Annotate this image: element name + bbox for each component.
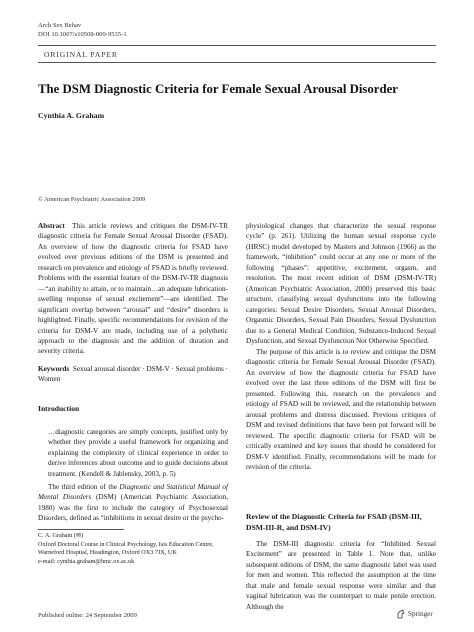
right-column-paragraph-2: The purpose of this article is to review and critique the DSM diagnostic criteria for Female Sexual Arousal Disorder (FSAD). An overview of how the diagnostic criteria for FSAD have evolved over the last three editions of the DSM will first be presented. Following this, research on the prevalence and etiology of FSAD will be reviewed, and the relationship between arousal problems and distress discussed. Previous critiques of DSM and revised definitions that have been put forward will be reviewed. The specific diagnostic criteria for FSAD will be critically examined and key issues that should be considered for DSM-V identified. Finally, recommendations will be made for revision of the criteria. (246, 348, 436, 471)
section-heading-review: Review of the Diagnostic Criteria for FSAD (DSM-III, DSM-III-R, and DSM-IV) (246, 512, 422, 532)
abstract-label: Abstract (38, 222, 65, 230)
paper-type-label: ORIGINAL PAPER (44, 50, 118, 59)
abstract-text: This article reviews and critiques the DSM-IV-TR diagnostic criteria for Female Sexual Arousal Disorder (FSAD). An overview of how the diagnostic criteria for FSAD have evolved over previous editions of the DSM is presented and research on prevalence and etiology of FSAD is briefly reviewed. Problems with the essential feature of the DSM-IV-TR diagnosis—“an inability to attain, or to maintain…an adequate lubrication-swelling response of sexual excitement”—are identified. The significant overlap between “arousal” and “desire” disorders is highlighted. Finally, specific recommendations for revision of the criteria for DSM-V are made, including use of a polythetic approach to the diagnosis and the addition of duration and severity criteria. (38, 222, 229, 356)
epigraph-quote: …diagnostic categories are simply concepts, justified only by whether they provide a useful framework for organizing and explaining the complexity of clinical experience in order to derive inferences about outcome and to guide decisions about treatment. (Kendell & Jablensky, 2003, p. 5) (48, 428, 228, 478)
introduction-heading: Introduction (38, 404, 80, 413)
header-rule-bottom (38, 62, 436, 63)
copyright-notice: © American Psychiatric Association 2009 (38, 196, 146, 203)
footnote-affiliation: Oxford Doctoral Course in Clinical Psychology, Isis Education Centre, Warneford Hospital, Headington, Oxford OX3 7JX, UK (38, 540, 214, 557)
right-column-paragraph-3: The DSM-III diagnostic criteria for “Inhibited Sexual Excitement” are presented in Table 1. Note that, unlike subsequent editions of DSM, the same diagnostic label was used for men and women. This reflected the assumption at the time that male and female sexual response were similar and that vaginal lubrication was the counterpart to male penile erection. Although the (246, 540, 436, 611)
abstract (38, 221, 228, 357)
publisher-logo (396, 609, 433, 619)
right-column-paragraph-1: physiological changes that characterize the sexual response cycle” (p. 261). Utilizing the human sexual response cycle (HRSC) model developed by Masters and Johnson (1966) as the framework, “inhibition” could occur at any one or more of the following “phases”: appetitive, excitement, orgasm, and resolution. The most recent edition of DSM (DSM-IV-TR) (American Psychiatric Association, 2000) preserved this basic structure, classifying sexual dysfunctions into the following categories: Sexual Desire Disorders, Sexual Arousal Disorders, Orgasmic Disorders, Sexual Pain Disorders, Sexual Dysfunction due to a General Medical Condition, Substance-Induced Sexual Dysfunction, and Sexual Dysfunction Not Otherwise Specified. (246, 222, 436, 345)
author-footnote (38, 532, 238, 567)
header-rule-top (38, 45, 436, 46)
journal-name: Arch Sex Behav (38, 22, 82, 29)
published-date: Published online: 24 September 2009 (38, 612, 137, 619)
introduction-paragraph: The third edition of the Diagnostic and Statistical Manual of Mental Disorders (DSM) (American Psychiatric Association, 1980) was the first to include the category of Psychosexual Disorders, defined as “inhibitions in sexual desire or the psycho- (38, 483, 228, 523)
author-name: Cynthia A. Graham (38, 111, 105, 120)
springer-horse-icon (396, 609, 406, 619)
keywords (38, 364, 228, 385)
footnote-rule (38, 529, 124, 530)
footnote-name: C. A. Graham (✉) (38, 532, 84, 539)
paper-title: The DSM Diagnostic Criteria for Female Sexual Arousal Disorder (38, 82, 398, 96)
footnote-email: e-mail: cynthia.graham@hmc.ox.ac.uk (38, 558, 135, 566)
doi: DOI 10.1007/s10508-009-9535-1 (38, 31, 127, 38)
keywords-label: Keywords (38, 365, 70, 373)
publisher-name: Springer (408, 610, 433, 618)
keywords-text: Sexual arousal disorder · DSM-V · Sexual problems · Women (38, 365, 228, 384)
